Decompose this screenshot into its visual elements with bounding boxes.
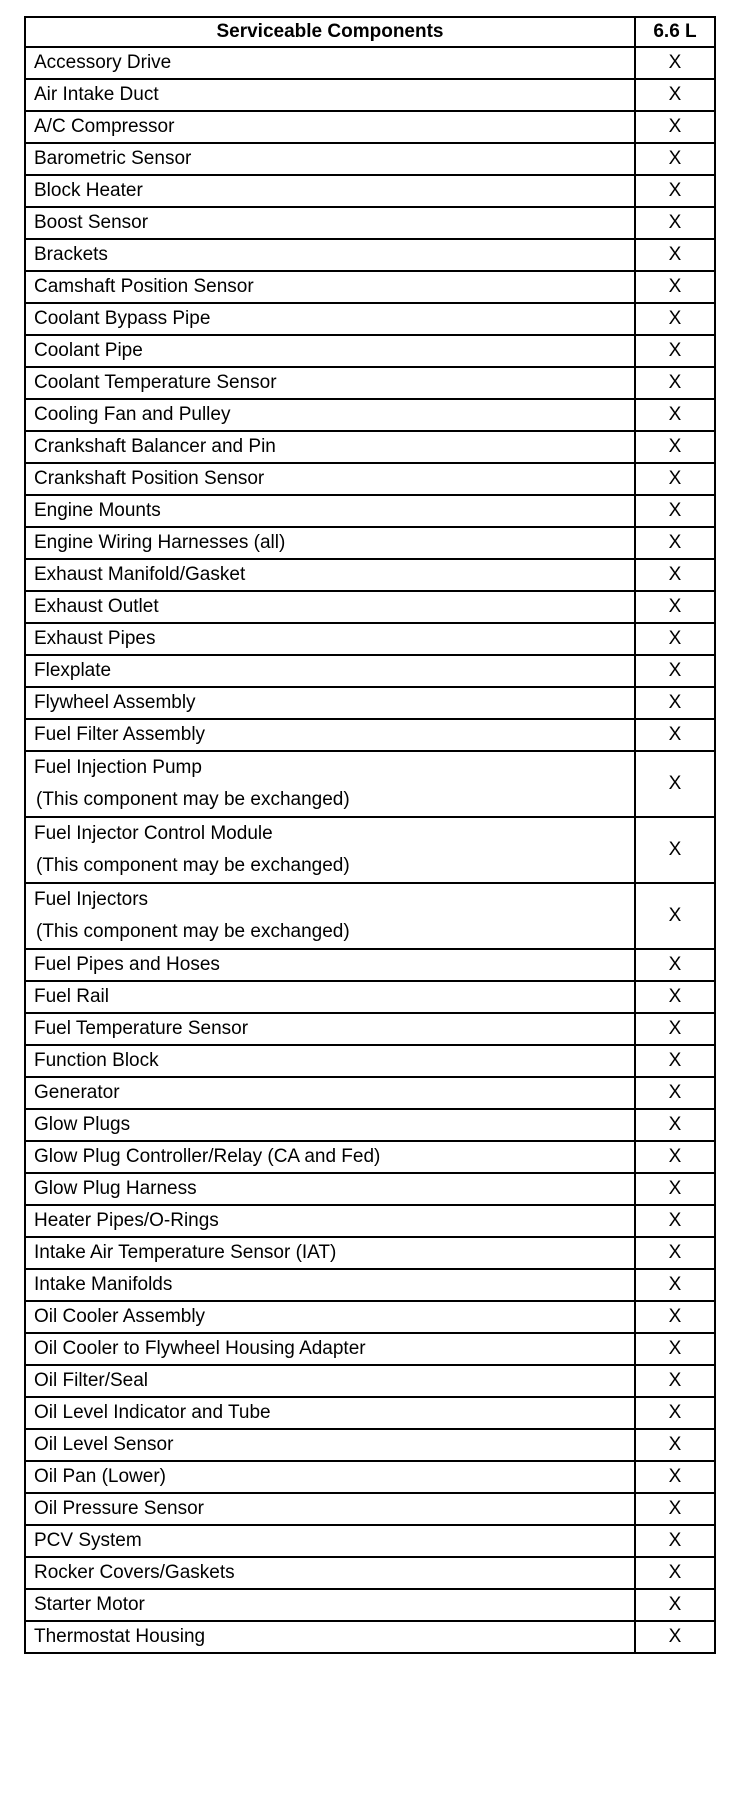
component-name-cell: Rocker Covers/Gaskets bbox=[25, 1557, 635, 1589]
component-name-cell: Glow Plugs bbox=[25, 1109, 635, 1141]
component-name-cell: Barometric Sensor bbox=[25, 143, 635, 175]
component-name-cell: Brackets bbox=[25, 239, 635, 271]
applicability-mark: X bbox=[635, 1045, 715, 1077]
component-name-cell: Coolant Pipe bbox=[25, 335, 635, 367]
component-name: Fuel Injection Pump bbox=[34, 757, 202, 778]
component-name-cell: Exhaust Outlet bbox=[25, 591, 635, 623]
component-name-cell: Accessory Drive bbox=[25, 47, 635, 79]
component-name-cell: Fuel Rail bbox=[25, 981, 635, 1013]
table-row bbox=[25, 303, 715, 335]
component-name-cell: A/C Compressor bbox=[25, 111, 635, 143]
component-name-cell: Oil Level Sensor bbox=[25, 1429, 635, 1461]
applicability-mark: X bbox=[635, 143, 715, 175]
component-name-cell: Starter Motor bbox=[25, 1589, 635, 1621]
table-row bbox=[25, 527, 715, 559]
table-row bbox=[25, 883, 715, 949]
applicability-mark: X bbox=[635, 1109, 715, 1141]
table-row bbox=[25, 399, 715, 431]
table-row bbox=[25, 655, 715, 687]
table-row bbox=[25, 79, 715, 111]
component-name-cell: Boost Sensor bbox=[25, 207, 635, 239]
table-row bbox=[25, 949, 715, 981]
table-row bbox=[25, 981, 715, 1013]
component-name-cell: Glow Plug Harness bbox=[25, 1173, 635, 1205]
component-name-cell: Intake Air Temperature Sensor (IAT) bbox=[25, 1237, 635, 1269]
applicability-mark: X bbox=[635, 1493, 715, 1525]
applicability-mark: X bbox=[635, 751, 715, 817]
applicability-mark: X bbox=[635, 367, 715, 399]
header-engine: 6.6 L bbox=[635, 17, 715, 47]
component-name-cell: Intake Manifolds bbox=[25, 1269, 635, 1301]
applicability-mark: X bbox=[635, 1365, 715, 1397]
applicability-mark: X bbox=[635, 1429, 715, 1461]
component-name-cell: Glow Plug Controller/Relay (CA and Fed) bbox=[25, 1141, 635, 1173]
applicability-mark: X bbox=[635, 591, 715, 623]
applicability-mark: X bbox=[635, 47, 715, 79]
table-row bbox=[25, 335, 715, 367]
applicability-mark: X bbox=[635, 655, 715, 687]
component-name: Fuel Injector Control Module bbox=[34, 823, 273, 844]
applicability-mark: X bbox=[635, 883, 715, 949]
table-row bbox=[25, 495, 715, 527]
applicability-mark: X bbox=[635, 687, 715, 719]
component-name-cell: PCV System bbox=[25, 1525, 635, 1557]
component-name: Fuel Injectors bbox=[34, 889, 149, 910]
applicability-mark: X bbox=[635, 1397, 715, 1429]
table-row bbox=[25, 1589, 715, 1621]
table-row bbox=[25, 431, 715, 463]
applicability-mark: X bbox=[635, 1461, 715, 1493]
table-row bbox=[25, 1173, 715, 1205]
component-name-cell: Oil Cooler to Flywheel Housing Adapter bbox=[25, 1333, 635, 1365]
table-row bbox=[25, 1109, 715, 1141]
table-row bbox=[25, 1301, 715, 1333]
table-body bbox=[25, 47, 715, 1653]
table-row bbox=[25, 1461, 715, 1493]
applicability-mark: X bbox=[635, 1557, 715, 1589]
applicability-mark: X bbox=[635, 1621, 715, 1653]
applicability-mark: X bbox=[635, 1141, 715, 1173]
table-row bbox=[25, 623, 715, 655]
applicability-mark: X bbox=[635, 175, 715, 207]
table-row bbox=[25, 271, 715, 303]
applicability-mark: X bbox=[635, 271, 715, 303]
table-row bbox=[25, 175, 715, 207]
applicability-mark: X bbox=[635, 719, 715, 751]
table-row bbox=[25, 559, 715, 591]
applicability-mark: X bbox=[635, 431, 715, 463]
table-row bbox=[25, 751, 715, 817]
applicability-mark: X bbox=[635, 463, 715, 495]
table-row bbox=[25, 207, 715, 239]
applicability-mark: X bbox=[635, 495, 715, 527]
table-row bbox=[25, 1269, 715, 1301]
applicability-mark: X bbox=[635, 335, 715, 367]
component-name-cell: Thermostat Housing bbox=[25, 1621, 635, 1653]
table-row bbox=[25, 463, 715, 495]
table-row bbox=[25, 1205, 715, 1237]
applicability-mark: X bbox=[635, 1589, 715, 1621]
component-name-cell: Cooling Fan and Pulley bbox=[25, 399, 635, 431]
applicability-mark: X bbox=[635, 1077, 715, 1109]
component-name-cell: Crankshaft Balancer and Pin bbox=[25, 431, 635, 463]
applicability-mark: X bbox=[635, 1237, 715, 1269]
applicability-mark: X bbox=[635, 527, 715, 559]
table-row bbox=[25, 1045, 715, 1077]
component-name-cell: Oil Filter/Seal bbox=[25, 1365, 635, 1397]
table-row bbox=[25, 1237, 715, 1269]
component-name-cell: Oil Level Indicator and Tube bbox=[25, 1397, 635, 1429]
applicability-mark: X bbox=[635, 207, 715, 239]
table-row bbox=[25, 1397, 715, 1429]
header-row bbox=[25, 17, 715, 47]
table-row bbox=[25, 1333, 715, 1365]
component-name-cell: Flexplate bbox=[25, 655, 635, 687]
component-name-cell: Exhaust Manifold/Gasket bbox=[25, 559, 635, 591]
applicability-mark: X bbox=[635, 111, 715, 143]
component-name-cell: Generator bbox=[25, 1077, 635, 1109]
applicability-mark: X bbox=[635, 1173, 715, 1205]
serviceable-components-table-wrap bbox=[24, 16, 714, 1654]
table-row bbox=[25, 817, 715, 883]
table-row bbox=[25, 367, 715, 399]
component-name-cell: Crankshaft Position Sensor bbox=[25, 463, 635, 495]
applicability-mark: X bbox=[635, 1013, 715, 1045]
table-row bbox=[25, 1557, 715, 1589]
table-row bbox=[25, 1365, 715, 1397]
table-row bbox=[25, 111, 715, 143]
applicability-mark: X bbox=[635, 79, 715, 111]
component-name-cell: Exhaust Pipes bbox=[25, 623, 635, 655]
applicability-mark: X bbox=[635, 1205, 715, 1237]
component-name-cell: Heater Pipes/O-Rings bbox=[25, 1205, 635, 1237]
table-row bbox=[25, 687, 715, 719]
table-row bbox=[25, 1013, 715, 1045]
table-row bbox=[25, 591, 715, 623]
table-row bbox=[25, 1525, 715, 1557]
table-row bbox=[25, 1429, 715, 1461]
table-row bbox=[25, 239, 715, 271]
component-name-cell bbox=[25, 883, 635, 949]
applicability-mark: X bbox=[635, 559, 715, 591]
component-name-cell: Fuel Temperature Sensor bbox=[25, 1013, 635, 1045]
applicability-mark: X bbox=[635, 1301, 715, 1333]
applicability-mark: X bbox=[635, 981, 715, 1013]
component-note: (This component may be exchanged) bbox=[36, 921, 350, 942]
table-row bbox=[25, 47, 715, 79]
component-name-cell bbox=[25, 751, 635, 817]
component-name-cell: Oil Cooler Assembly bbox=[25, 1301, 635, 1333]
applicability-mark: X bbox=[635, 399, 715, 431]
applicability-mark: X bbox=[635, 239, 715, 271]
component-name-cell: Block Heater bbox=[25, 175, 635, 207]
component-name-cell: Oil Pressure Sensor bbox=[25, 1493, 635, 1525]
table-row bbox=[25, 143, 715, 175]
applicability-mark: X bbox=[635, 1525, 715, 1557]
component-name-cell: Coolant Temperature Sensor bbox=[25, 367, 635, 399]
component-note: (This component may be exchanged) bbox=[36, 855, 350, 876]
component-name-cell: Oil Pan (Lower) bbox=[25, 1461, 635, 1493]
table-row bbox=[25, 1141, 715, 1173]
component-name-cell: Air Intake Duct bbox=[25, 79, 635, 111]
component-name-cell: Fuel Filter Assembly bbox=[25, 719, 635, 751]
applicability-mark: X bbox=[635, 1333, 715, 1365]
table-row bbox=[25, 1493, 715, 1525]
applicability-mark: X bbox=[635, 303, 715, 335]
component-name-cell bbox=[25, 817, 635, 883]
applicability-mark: X bbox=[635, 1269, 715, 1301]
applicability-mark: X bbox=[635, 949, 715, 981]
serviceable-components-table bbox=[24, 16, 716, 1654]
applicability-mark: X bbox=[635, 623, 715, 655]
component-name-cell: Function Block bbox=[25, 1045, 635, 1077]
component-name-cell: Engine Wiring Harnesses (all) bbox=[25, 527, 635, 559]
component-note: (This component may be exchanged) bbox=[36, 789, 350, 810]
table-row bbox=[25, 1621, 715, 1653]
header-component: Serviceable Components bbox=[25, 17, 635, 47]
table-row bbox=[25, 719, 715, 751]
component-name-cell: Coolant Bypass Pipe bbox=[25, 303, 635, 335]
component-name-cell: Flywheel Assembly bbox=[25, 687, 635, 719]
component-name-cell: Engine Mounts bbox=[25, 495, 635, 527]
applicability-mark: X bbox=[635, 817, 715, 883]
component-name-cell: Fuel Pipes and Hoses bbox=[25, 949, 635, 981]
component-name-cell: Camshaft Position Sensor bbox=[25, 271, 635, 303]
table-row bbox=[25, 1077, 715, 1109]
